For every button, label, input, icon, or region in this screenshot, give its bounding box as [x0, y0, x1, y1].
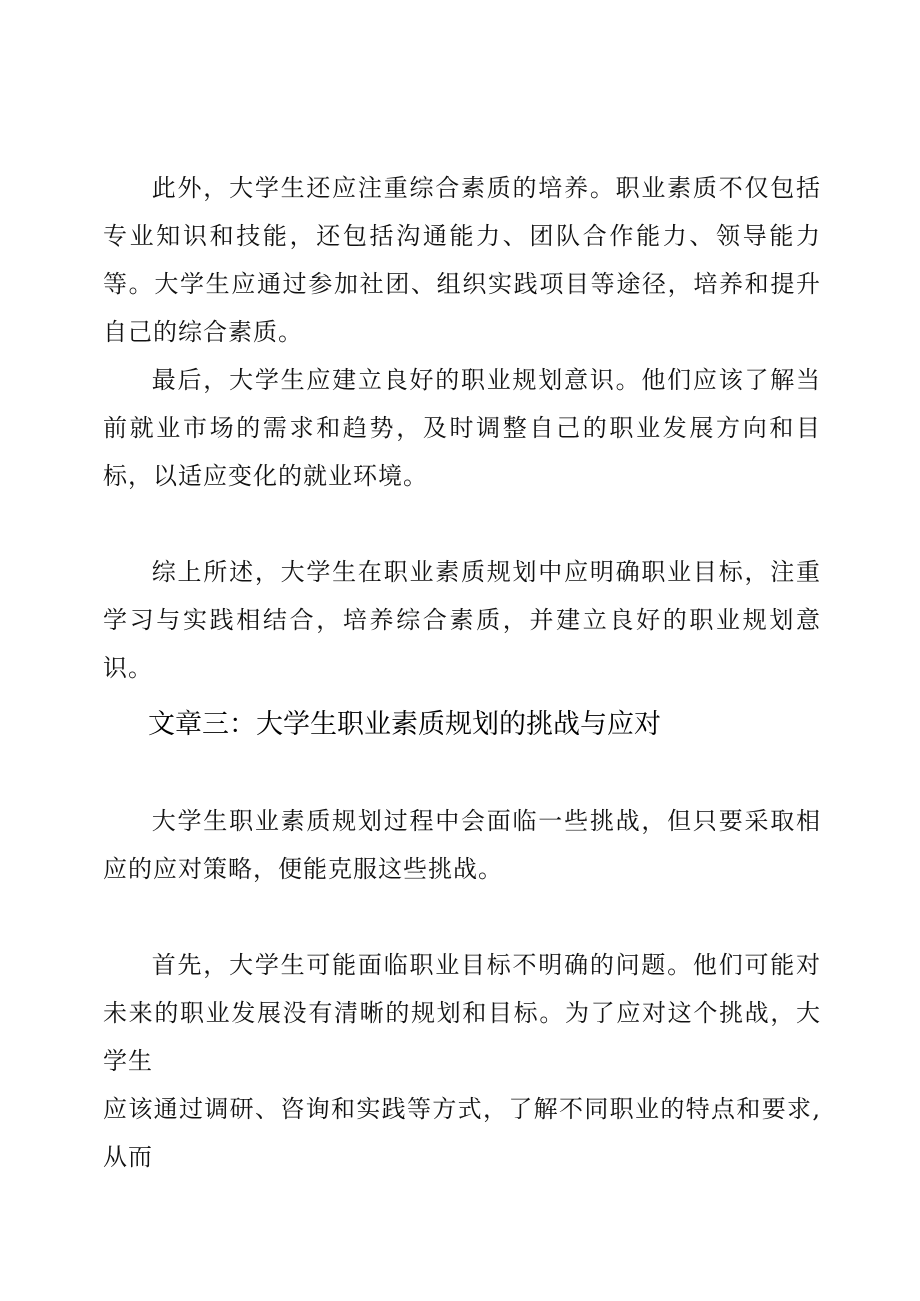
paragraph-career-awareness [103, 356, 821, 500]
paragraph-challenges-intro [103, 797, 821, 893]
paragraph-summary [103, 548, 821, 692]
section-title: 文章三：大学生职业素质规划的挑战与应对 [148, 709, 661, 740]
paragraph-text: 最后，大学生应建立良好的职业规划意识。他们应该了解当前就业市场的需求和趋势，及时调整自己的职业发展方向和目标，以适应变化的就业环境。 [103, 366, 821, 490]
paragraph-text: 首先，大学生可能面临职业目标不明确的问题。他们可能对未来的职业发展没有清晰的规划和目标。为了应对这个挑战，大学生 [103, 951, 821, 1075]
paragraph-unclear-goals [103, 941, 821, 1085]
paragraph-text: 大学生职业素质规划过程中会面临一些挑战，但只要采取相应的应对策略，便能克服这些挑战。 [103, 807, 821, 883]
paragraph-text: 应该通过调研、咨询和实践等方式，了解不同职业的特点和要求,从而 [103, 1095, 821, 1171]
paragraph-comprehensive-quality [103, 164, 821, 356]
paragraph-text: 综上所述，大学生在职业素质规划中应明确职业目标，注重学习与实践相结合，培养综合素质，并建立良好的职业规划意识。 [103, 558, 821, 682]
paragraph-continuation [103, 1085, 821, 1181]
paragraph-text: 此外，大学生还应注重综合素质的培养。职业素质不仅包括专业知识和技能，还包括沟通能力、团队合作能力、领导能力等。大学生应通过参加社团、组织实践项目等途径，培养和提升自己的综合素质。 [103, 174, 821, 346]
